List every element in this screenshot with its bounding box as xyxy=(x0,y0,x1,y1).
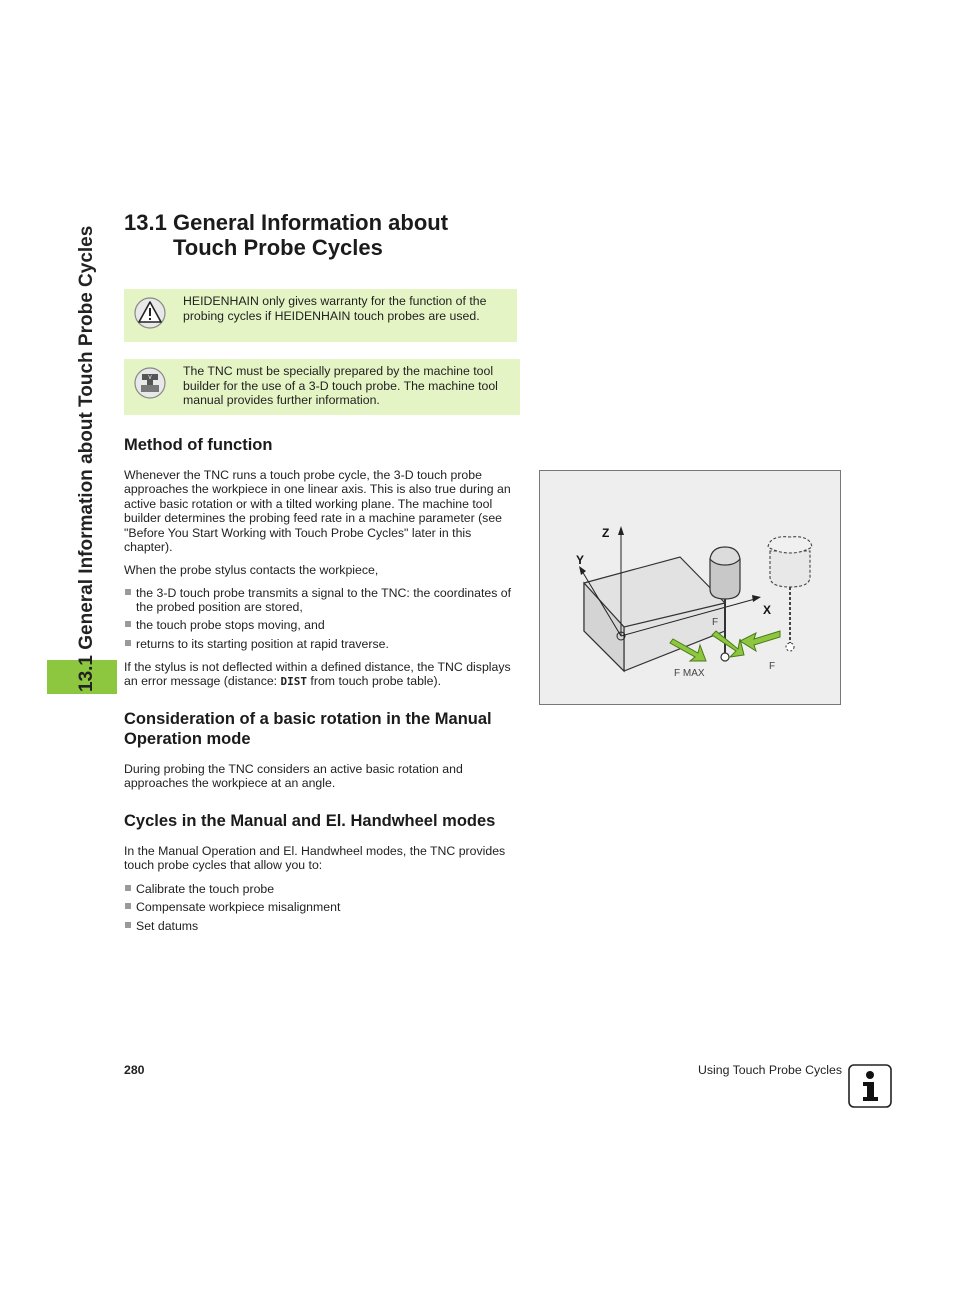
machine-icon xyxy=(134,367,166,399)
warning-note xyxy=(124,289,517,342)
list-item: Calibrate the touch probe xyxy=(124,882,520,896)
list-item: Compensate workpiece misalignment xyxy=(124,900,520,914)
side-running-title: 13.1 General Information about Touch Probe Cycles xyxy=(76,225,97,692)
chapter-title-line2: Touch Probe Cycles xyxy=(173,235,383,260)
list-item: returns to its starting position at rapid traverse. xyxy=(124,637,520,651)
heading-basic-rotation: Consideration of a basic rotation in the Manual Operation mode xyxy=(124,710,492,748)
handwheel-paragraph: In the Manual Operation and El. Handwheel modes, the TNC provides touch probe cycles that allow you to: xyxy=(124,844,506,873)
info-icon xyxy=(848,1064,892,1108)
list-item: the touch probe stops moving, and xyxy=(124,618,520,632)
chapter-title xyxy=(124,210,448,260)
chapter-title-line1: General Information about xyxy=(173,210,449,235)
axis-label-x: X xyxy=(763,603,772,617)
machine-note xyxy=(124,359,520,415)
method-paragraph-3-post: from touch probe table). xyxy=(307,674,441,689)
chapter-number: 13.1 xyxy=(124,210,167,235)
heading-handwheel-modes: Cycles in the Manual and El. Handwheel modes xyxy=(124,812,496,830)
rotation-paragraph: During probing the TNC considers an active basic rotation and approaches the workpiece at an angle. xyxy=(124,762,463,791)
dist-code: DIST xyxy=(280,675,308,689)
footer-section-text: Using Touch Probe Cycles xyxy=(698,1063,842,1077)
page-number: 280 xyxy=(124,1063,145,1077)
list-item: the 3-D touch probe transmits a signal to the TNC: the coordinates of the probed position are stored, xyxy=(124,586,520,615)
feed-label-fmax: F MAX xyxy=(674,668,705,679)
axis-label-y: Y xyxy=(576,553,585,567)
svg-text:V: V xyxy=(148,375,152,381)
method-paragraph-3-pre: If the stylus is not deflected within a defined distance, the TNC displays an error message (distance: xyxy=(124,660,511,689)
list-item: Set datums xyxy=(124,919,520,933)
touch-probe-figure xyxy=(539,470,841,705)
feed-label-f2: F xyxy=(769,661,776,672)
heading-method-of-function: Method of function xyxy=(124,436,273,454)
method-paragraph-3 xyxy=(124,660,520,690)
method-paragraph-1: Whenever the TNC runs a touch probe cycle, the 3-D touch probe approaches the workpiece in one linear axis. This is also true during an active basic rotation or with a tilted working plane. The machine tool builder determines the probing feed rate in a machine parameter (see "Before You Start Working with Touch Probe Cycles" later in this chapter). xyxy=(124,468,511,555)
feed-label-f1: F xyxy=(712,617,719,628)
machine-note-text: The TNC must be specially prepared by the machine tool builder for the use of a 3-D touch probe. The machine tool manual provides further information. xyxy=(183,364,498,407)
warning-note-text: HEIDENHAIN only gives warranty for the function of the probing cycles if HEIDENHAIN touch probes are used. xyxy=(183,294,487,323)
method-paragraph-2: When the probe stylus contacts the workpiece, xyxy=(124,563,379,577)
axis-label-z: Z xyxy=(602,526,610,540)
warning-icon xyxy=(134,297,166,329)
